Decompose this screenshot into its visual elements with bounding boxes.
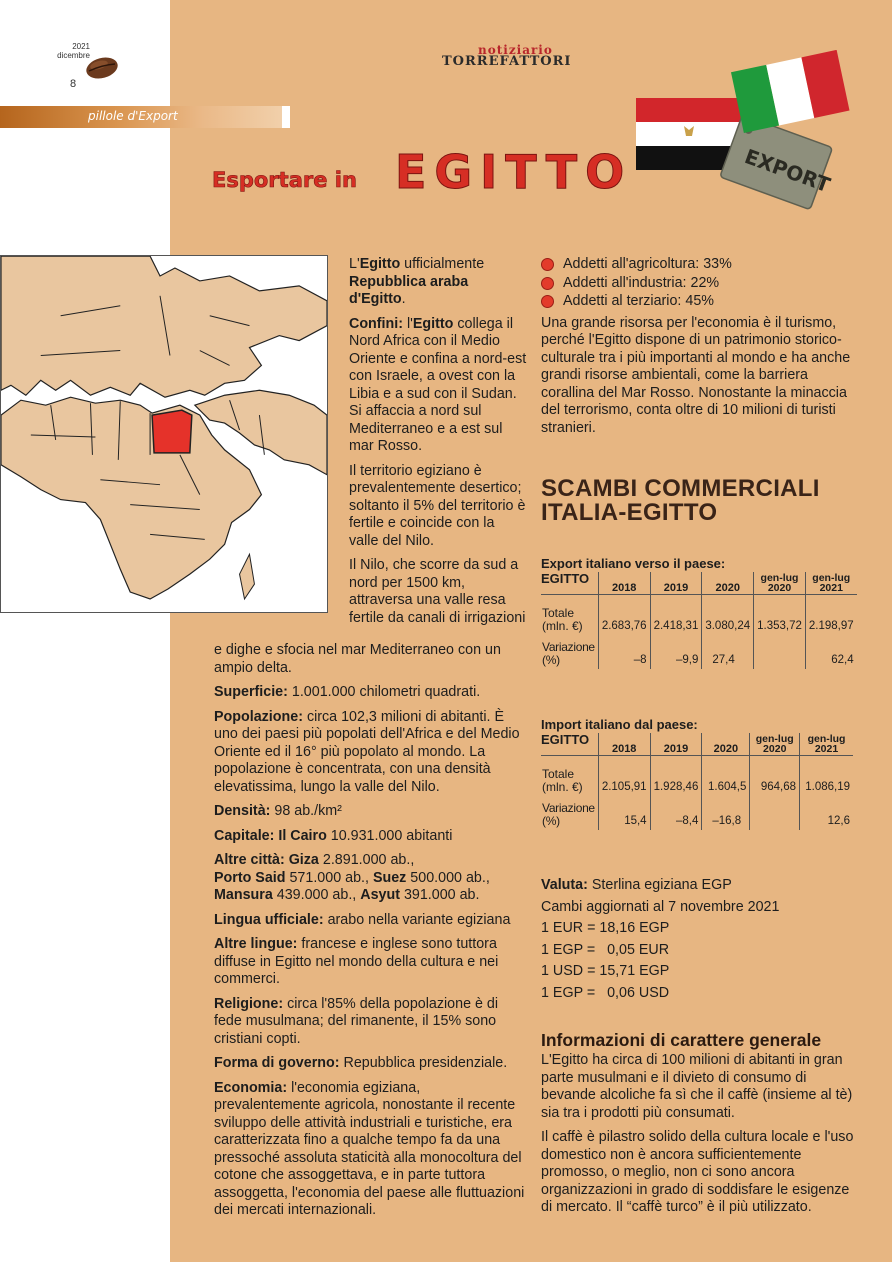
table-cell: 3.080,24	[702, 595, 754, 635]
general-info-heading: Informazioni di carattere generale	[541, 1030, 822, 1050]
table-cell	[750, 796, 800, 830]
table-cell: 2.418,31	[650, 595, 702, 635]
column-header: gen-lug 2020	[750, 733, 800, 756]
densita-fact: Densità: 98 ab./km²	[214, 803, 342, 819]
currency-line: Valuta: Sterlina egiziana EGP	[541, 877, 732, 893]
workforce-item: Addetti al terziario: 45%	[541, 293, 856, 311]
column-header: 2020	[702, 572, 754, 595]
issue-month: dicembre	[57, 51, 90, 60]
export-table	[541, 572, 857, 669]
issue-date	[40, 42, 90, 60]
lingua-fact: Lingua ufficiale: arabo nella variante egiziana	[214, 911, 511, 928]
export-tag-label: EXPORT	[741, 144, 834, 198]
currency-rate: 1 USD = 15,71 EGP	[541, 963, 670, 979]
general-info-paragraph: L'Egitto ha circa di 100 milioni di abitanti in gran parte musulmani e il divieto di consumo di bevande alcoliche fa sì che il caffè (insieme al tè) sia tra i prodotti più consumati.	[541, 1052, 853, 1121]
table-cell: 1.086,19	[800, 756, 853, 796]
altre-citta-fact: Altre città: Giza 2.891.000 ab., Porto Said 571.000 ab., Suez 500.000 ab., Mansura 439.000 ab., Asyut 391.000 ab.	[214, 852, 490, 903]
facts-column	[214, 642, 526, 1227]
table-cell: 2.683,76	[598, 595, 650, 635]
egypt-highlight	[152, 410, 192, 453]
table-cell: 1.353,72	[754, 595, 806, 635]
general-info-column	[541, 1052, 856, 1224]
italy-flag-icon	[731, 50, 850, 133]
row-label: Variazione (%)	[542, 800, 595, 828]
row-label: Variazione (%)	[542, 639, 595, 667]
nilo-paragraph-part1: Il Nilo, che scorre da sud a nord per 1500 km, attraversa una valle resa fertile da canali di irrigazioni	[349, 557, 526, 626]
issue-year: 2021	[72, 42, 90, 51]
import-section	[541, 717, 853, 830]
currency-updated: Cambi aggiornati al 7 novembre 2021	[541, 898, 780, 915]
table-cell: 2.105,91	[598, 756, 650, 796]
bullet-dot-icon	[541, 295, 554, 308]
general-info-paragraph: Il caffè è pilastro solido della cultura locale e l'uso domestico non è ancora sufficientemente promosso, o meglio, non ci sono ancora organizzazioni in grado di soddisfare le esigenze di mercato. Il “caffè turco” è il più utilizzato.	[541, 1129, 854, 1215]
table-cell: 12,6	[800, 796, 853, 830]
masthead-bottom: TORREFATTORI	[442, 54, 572, 69]
table-cell: –16,8	[702, 796, 750, 830]
confini-paragraph: Confini: l'Egitto collega il Nord Africa con il Medio Oriente e confina a nord-est con Israele, a ovest con la Libia e a sud con il Sudan. Si affaccia a nord sul Mediterraneo e a est sul mar Rosso.	[349, 315, 527, 454]
column-header: 2019	[650, 733, 702, 756]
currency-rate: 1 EUR = 18,16 EGP	[541, 920, 670, 936]
superficie-fact: Superficie: 1.001.000 chilometri quadrati.	[214, 684, 481, 700]
table-row	[541, 595, 857, 635]
column-header: 2018	[598, 733, 650, 756]
governo-fact: Forma di governo: Repubblica presidenziale.	[214, 1055, 508, 1071]
page-number: 8	[70, 78, 77, 90]
popolazione-fact: Popolazione: circa 102,3 milioni di abitanti. È uno dei paesi più popolati dell'Africa e del Medio Oriente ed il 16° più popolato al mondo. La popolazione è concentrata, con una densità elevatissima, lungo la valle del Nilo.	[214, 708, 520, 795]
bullet-dot-icon	[541, 277, 554, 290]
export-section	[541, 556, 853, 669]
right-column-top	[541, 256, 856, 444]
row-label: Totale (mln. €)	[542, 766, 583, 794]
intro-paragraph: L'Egitto ufficialmente Repubblica araba d'Egitto.	[349, 256, 485, 307]
trade-heading: SCAMBI COMMERCIALI ITALIA-EGITTO	[541, 475, 820, 526]
intro-column	[349, 256, 527, 634]
table-cell: –8	[598, 635, 650, 669]
section-band-label: pillole d'Export	[88, 109, 178, 123]
title-country: EGITTO	[395, 145, 633, 199]
table-cell: 1.928,46	[650, 756, 702, 796]
column-header: 2020	[702, 733, 750, 756]
import-title: Import italiano dal paese: EGITTO	[541, 717, 698, 747]
table-cell: 62,4	[805, 635, 856, 669]
table-row	[541, 756, 853, 796]
tourism-paragraph: Una grande risorsa per l'economia è il turismo, perché l'Egitto dispone di un patrimonio storico-culturale tra i più importanti al mondo e ha anche grandi risorse ambientali, come la barriera corallina del Mar Rosso. Nonostante la minaccia del terrorismo, conta oltre di 10 milioni di turisti stranieri.	[541, 314, 851, 436]
table-cell: 1.604,5	[702, 756, 750, 796]
table-cell: 2.198,97	[805, 595, 856, 635]
currency-rate: 1 EGP = 0,06 USD	[541, 984, 670, 1001]
column-header: gen-lug 2021	[800, 733, 853, 756]
column-header: 2018	[598, 572, 650, 595]
section-band-separator	[282, 106, 290, 128]
row-label: Totale (mln. €)	[542, 605, 583, 633]
column-header: gen-lug 2020	[754, 572, 806, 595]
coffee-bean-icon	[84, 55, 120, 81]
table-cell: 15,4	[598, 796, 650, 830]
table-cell: –8,4	[650, 796, 702, 830]
bullet-dot-icon	[541, 258, 554, 271]
table-row	[541, 796, 853, 830]
currency-section	[541, 875, 856, 1004]
economia-fact: Economia: l'economia egiziana, prevalentemente agricola, nonostante il recente sviluppo delle attività industriali e turistiche, era caratterizzata fino a qualche tempo fa da una pressoché assoluta staticità alla monocoltura del cotone che assoggettava, e in parte tuttora assoggetta, l'economia del paese alle fluttuazioni dei mercati internazionali.	[214, 1079, 525, 1218]
altre-lingue-fact: Altre lingue: francese e inglese sono tuttora diffuse in Egitto nel mondo della cultura e nei commerci.	[214, 936, 499, 987]
nilo-paragraph-part2: e dighe e sfocia nel mar Mediterraneo con un ampio delta.	[214, 642, 501, 676]
flags-illustration	[632, 50, 862, 210]
table-cell: 964,68	[750, 756, 800, 796]
import-table	[541, 733, 853, 830]
column-header: gen-lug 2021	[805, 572, 856, 595]
egypt-location-map	[0, 255, 328, 613]
table-row	[541, 635, 857, 669]
workforce-item: Addetti all'industria: 22%	[541, 275, 856, 293]
column-header: 2019	[650, 572, 702, 595]
export-tag-icon	[720, 115, 842, 210]
table-cell	[754, 635, 806, 669]
table-cell: 27,4	[702, 635, 754, 669]
export-title: Export italiano verso il paese: EGITTO	[541, 556, 726, 586]
workforce-item: Addetti all'agricoltura: 33%	[541, 256, 856, 274]
religione-fact: Religione: circa l'85% della popolazione è di fede musulmana; del rimanente, il 15% sono cristiani copti.	[214, 995, 499, 1047]
capitale-fact: Capitale: Il Cairo 10.931.000 abitanti	[214, 827, 453, 844]
currency-rate: 1 EGP = 0,05 EUR	[541, 941, 670, 958]
territorio-paragraph: Il territorio egiziano è prevalentemente desertico; soltanto il 5% del territorio è fertile e coincide con la valle del Nilo.	[349, 462, 526, 549]
masthead-top: notiziario	[478, 43, 553, 57]
table-cell: –9,9	[650, 635, 702, 669]
title-prefix: Esportare in	[212, 168, 357, 192]
